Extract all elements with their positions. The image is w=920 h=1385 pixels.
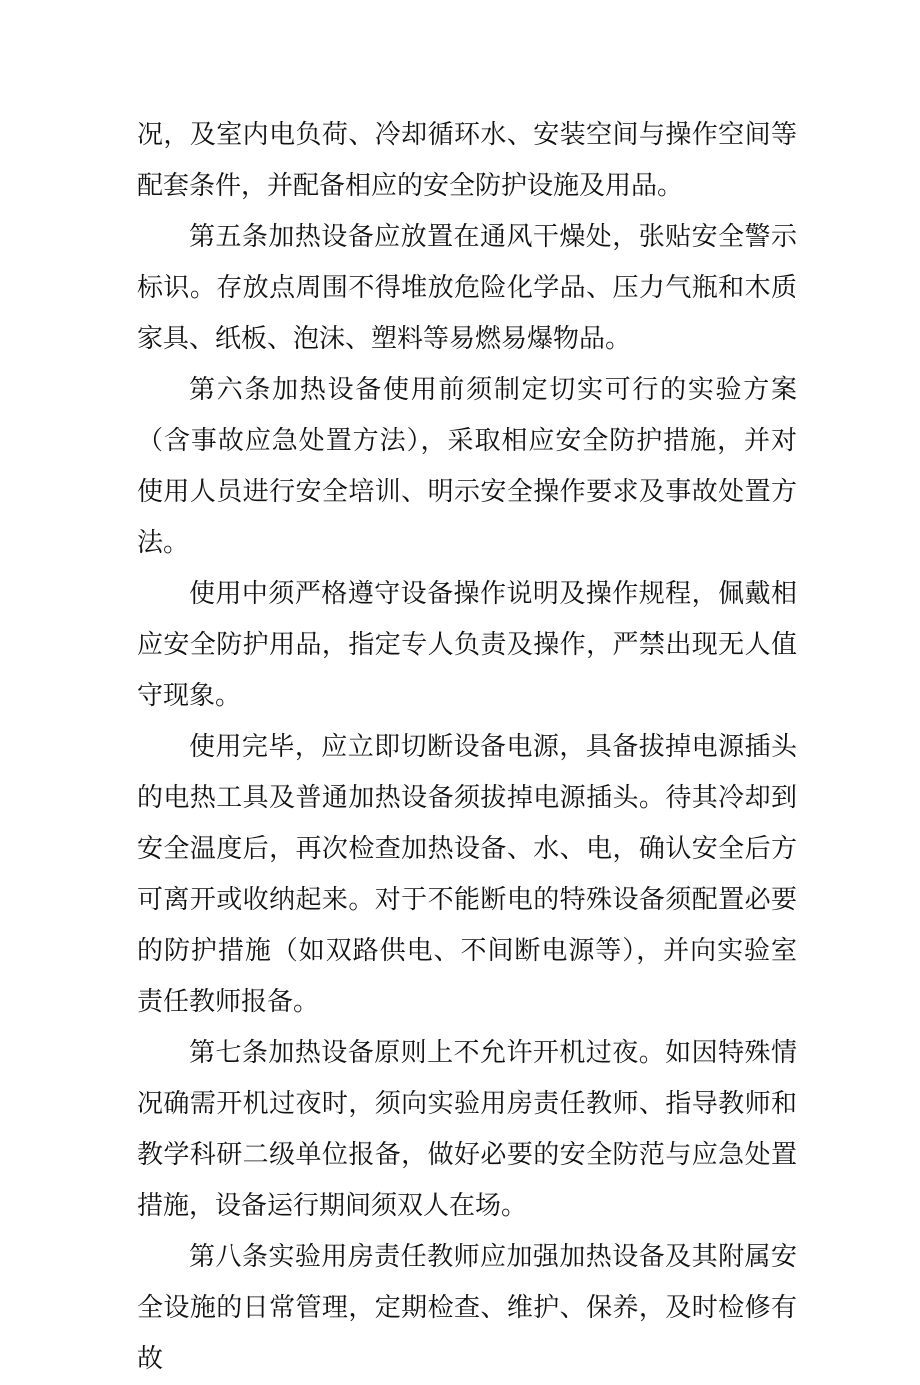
paragraph-after-use: 使用完毕，应立即切断设备电源，具备拔掉电源插头的电热工具及普通加热设备须拔掉电源插头。待其冷却到安全温度后，再次检查加热设备、水、电，确认安全后方可离开或收纳起来。对于不能断电的特殊设备须配置必要的防护措施（如双路供电、不间断电源等），并向实验室责任教师报备。 [137,732,797,1017]
document-body [137,110,797,1385]
paragraph-usage-rules: 使用中须严格遵守设备操作说明及操作规程，佩戴相应安全防护用品，指定专人负责及操作，严禁出现无人值守现象。 [137,579,797,711]
paragraph-article-6: 第六条加热设备使用前须制定切实可行的实验方案（含事故应急处置方法），采取相应安全防护措施，并对使用人员进行安全培训、明示安全操作要求及事故处置方法。 [137,375,797,558]
paragraph-continuation: 况，及室内电负荷、冷却循环水、安装空间与操作空间等配套条件，并配备相应的安全防护设施及用品。 [137,120,797,201]
paragraph-article-5: 第五条加热设备应放置在通风干燥处，张贴安全警示标识。存放点周围不得堆放危险化学品、压力气瓶和木质家具、纸板、泡沫、塑料等易燃易爆物品。 [137,222,797,354]
paragraph-article-7: 第七条加热设备原则上不允许开机过夜。如因特殊情况确需开机过夜时，须向实验用房责任教师、指导教师和教学科研二级单位报备，做好必要的安全防范与应急处置措施，设备运行期间须双人在场。 [137,1038,797,1221]
paragraph-article-8: 第八条实验用房责任教师应加强加热设备及其附属安全设施的日常管理，定期检查、维护、保养，及时检修有故 [137,1242,797,1374]
